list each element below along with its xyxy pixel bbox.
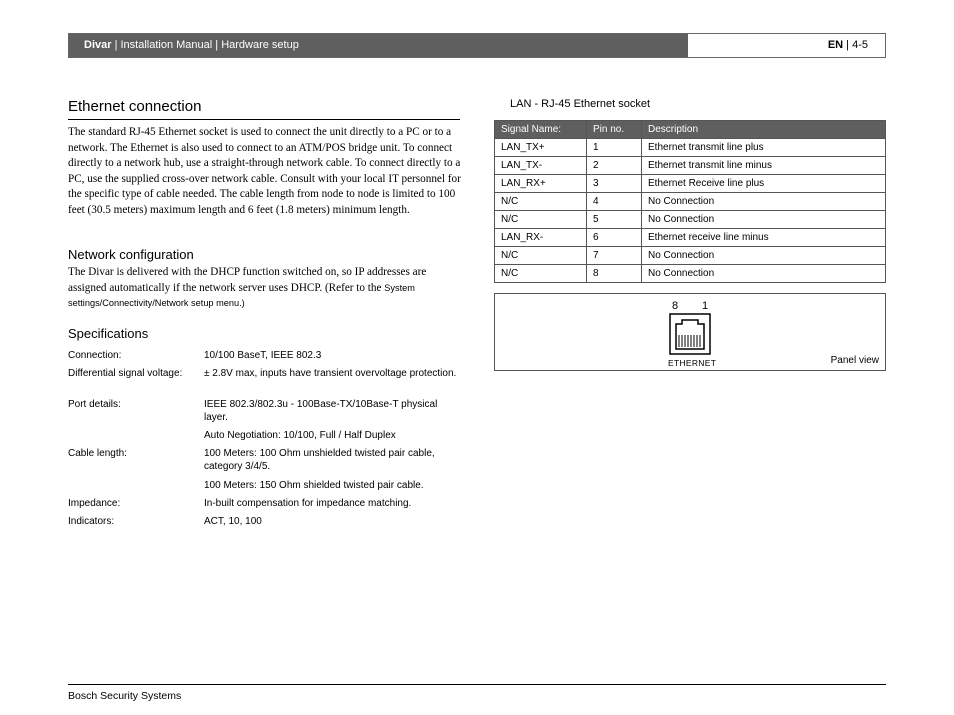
description-cell: Ethernet transmit line plus	[642, 139, 886, 157]
description-cell: No Connection	[642, 247, 886, 265]
specifications-title: Specifications	[68, 326, 149, 341]
rj45-socket-icon	[669, 313, 711, 355]
spec-label: Indicators:	[68, 516, 115, 527]
table-row	[495, 265, 886, 283]
table-header-row	[495, 121, 886, 139]
signal-cell: LAN_TX+	[495, 139, 587, 157]
signal-cell: LAN_RX+	[495, 175, 587, 193]
table-row	[495, 139, 886, 157]
header-page-number: | 4-5	[843, 39, 868, 51]
table-row	[495, 193, 886, 211]
table-row	[495, 175, 886, 193]
spec-label: Impedance:	[68, 498, 121, 509]
spec-label: Connection:	[68, 350, 122, 361]
footer-rule	[68, 684, 886, 685]
description-cell: No Connection	[642, 193, 886, 211]
header-breadcrumb-text: | Installation Manual | Hardware setup	[111, 39, 299, 51]
signal-cell: N/C	[495, 265, 587, 283]
spec-value: 100 Meters: 100 Ohm unshielded twisted pair cable, category 3/4/5.	[204, 448, 435, 472]
column-header-pin: Pin no.	[587, 121, 642, 139]
network-config-text: The Divar is delivered with the DHCP function switched on, so IP addresses are assigned automatically if the network server uses DHCP. (Refer to the	[68, 266, 427, 294]
header-page-info	[688, 34, 885, 57]
pin-cell: 2	[587, 157, 642, 175]
table-row	[495, 247, 886, 265]
spec-label: Differential signal voltage:	[68, 368, 183, 379]
page-header	[68, 33, 886, 58]
spec-value: ACT, 10, 100	[204, 516, 262, 527]
spec-value: ± 2.8V max, inputs have transient overvoltage protection.	[204, 368, 457, 379]
section-title: Ethernet connection	[68, 98, 202, 115]
table-row	[495, 157, 886, 175]
pinout-table	[494, 120, 886, 283]
signal-cell: N/C	[495, 247, 587, 265]
pin-cell: 7	[587, 247, 642, 265]
spec-value: IEEE 802.3/802.3u - 100Base-TX/10Base-T physical layer.	[204, 399, 438, 423]
column-header-signal: Signal Name:	[495, 121, 587, 139]
signal-cell: N/C	[495, 193, 587, 211]
table-row	[495, 211, 886, 229]
section-title-rule	[68, 119, 460, 120]
description-cell: Ethernet Receive line plus	[642, 175, 886, 193]
pin-8-label: 8	[672, 300, 679, 312]
header-product: Divar	[84, 39, 112, 51]
table-row	[495, 229, 886, 247]
spec-value: 10/100 BaseT, IEEE 802.3	[204, 350, 322, 361]
footer-company: Bosch Security Systems	[68, 690, 182, 702]
pin-cell: 6	[587, 229, 642, 247]
signal-cell: LAN_TX-	[495, 157, 587, 175]
column-header-description: Description	[642, 121, 886, 139]
pin-cell: 3	[587, 175, 642, 193]
description-cell: No Connection	[642, 211, 886, 229]
description-cell: No Connection	[642, 265, 886, 283]
spec-label: Port details:	[68, 399, 121, 410]
signal-cell: LAN_RX-	[495, 229, 587, 247]
intro-paragraph: The standard RJ-45 Ethernet socket is used to connect the unit directly to a PC or to a network. The Ethernet is also used to connect to an ATM/POS bridge unit. To connect directly to a network hub, use a straight-through network cable. To connect directly to a PC, use the supplied cross-over network cable. Consult with your local IT personnel for the specific type of cable needed. The cable length from node to node is limited to 100 feet (30.5 meters) maximum length and 6 feet (1.8 meters) minimum length.	[68, 126, 461, 216]
network-config-paragraph	[68, 265, 463, 312]
pin-cell: 1	[587, 139, 642, 157]
header-lang: EN	[827, 39, 844, 51]
description-cell: Ethernet receive line minus	[642, 229, 886, 247]
signal-cell: N/C	[495, 211, 587, 229]
pin-cell: 8	[587, 265, 642, 283]
spec-label: Cable length:	[68, 448, 127, 459]
ethernet-port-label: ETHERNET	[668, 358, 717, 368]
spec-value: In-built compensation for impedance matching.	[204, 498, 412, 509]
panel-view-caption: Panel view	[830, 355, 879, 366]
spec-value: 100 Meters: 150 Ohm shielded twisted pair cable.	[204, 480, 424, 491]
pin-cell: 4	[587, 193, 642, 211]
header-breadcrumb	[69, 34, 688, 57]
panel-view-figure	[494, 293, 886, 371]
pin-cell: 5	[587, 211, 642, 229]
network-config-ref: System settings/Connectivity/Network setup menu.)	[68, 282, 415, 308]
description-cell: Ethernet transmit line minus	[642, 157, 886, 175]
spec-value: Auto Negotiation: 10/100, Full / Half Duplex	[204, 430, 396, 441]
pinout-table-caption: LAN - RJ-45 Ethernet socket	[510, 98, 651, 110]
network-config-title: Network configuration	[68, 247, 194, 262]
pin-1-label: 1	[702, 300, 709, 312]
